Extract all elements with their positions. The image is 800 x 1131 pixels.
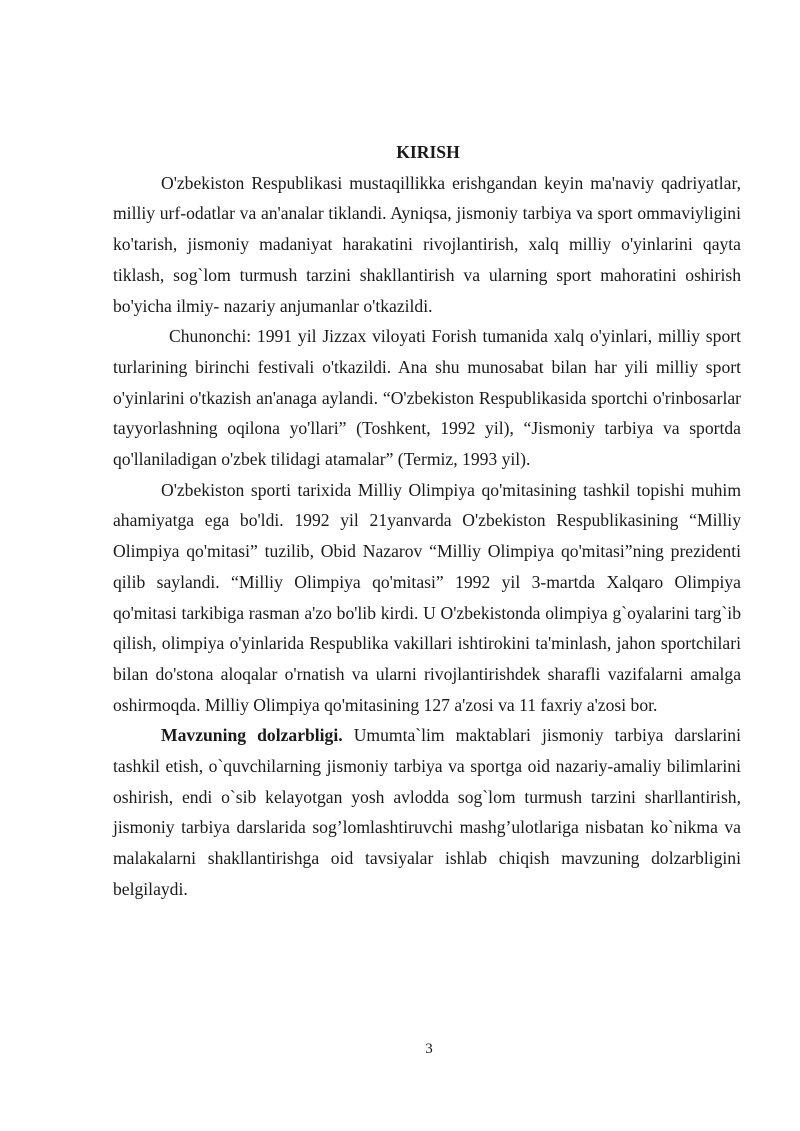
relevance-lead: Mavzuning dolzarbligi.: [161, 725, 343, 746]
page-content: [113, 137, 741, 905]
paragraph-olympic-committee: O'zbekiston sporti tarixida Milliy Olimpiya qo'mitasining tashkil topishi muhim ahamiyatga ega bo'ldi. 1992 yil 21yanvarda O'zbekiston Respublikasining “Milliy Olimpiya qo'mitasi” tuzilib, Obid Nazarov “Milliy Olimpiya qo'mitasi”ning prezidenti qilib saylandi. “Milliy Olimpiya qo'mitasi” 1992 yil 3-martda Xalqaro Olimpiya qo'mitasi tarkibiga rasman a'zo bo'lib kirdi. U O'zbekistonda olimpiya g`oyalarini targ`ib qilish, olimpiya o'yinlarida Respublika vakillari ishtirokini ta'minlash, jahon sportchilari bilan do'stona aloqalar o'rnatish va ularni rivojlantirishdek sharafli vazifalarni amalga oshirmoqda. Milliy Olimpiya qo'mitasining 127 a'zosi va 11 faxriy a'zosi bor.: [113, 479, 741, 715]
page-number: 3: [425, 1041, 433, 1057]
paragraph-relevance: [113, 720, 741, 904]
paragraph-festival: Chunonchi: 1991 yil Jizzax viloyati Forish tumanida xalq o'yinlari, milliy sport turlarining birinchi festivali o'tkazildi. Ana shu munosabat bilan har yili milliy sport o'yinlarini o'tkazish an'anaga aylandi. “O'zbekiston Respublikasida sportchi o'rinbosarlar tayyorlashning oqilona yo'llari” (Toshkent, 1992 yil), “Jismoniy tarbiya va sportda qo'llaniladigan o'zbek tilidagi atamalar” (Termiz, 1993 yil).: [113, 326, 741, 470]
section-heading: KIRISH: [396, 142, 460, 162]
paragraph-independence: O'zbekiston Respublikasi mustaqillikka erishgandan keyin ma'naviy qadriyatlar, milliy urf-odatlar va an'analar tiklandi. Ayniqsa, jismoniy tarbiya va sport ommaviyligini ko'tarish, jismoniy madaniyat harakatini rivojlantirish, xalq milliy o'yinlarini qayta tiklash, sog`lom turmush tarzini shakllantirish va ularning sport mahoratini oshirish bo'yicha ilmiy- nazariy anjumanlar o'tkazildi.: [113, 172, 741, 316]
relevance-text: Umumta`lim maktablari jismoniy tarbiya darslarini tashkil etish, o`quvchilarning jismoniy tarbiya va sportga oid nazariy-amaliy bilimlarini oshirish, endi o`sib kelayotgan yosh avlodda sog`lom turmush tarzini sharllantirish, jismoniy tarbiya darslarida sog’lomlashtiruvchi mashg’ulotlariga nisbatan ko`nikma va malakalarni shakllantirishga oid tavsiyalar ishlab chiqish mavzuning dolzarbligini belgilaydi.: [113, 725, 741, 899]
